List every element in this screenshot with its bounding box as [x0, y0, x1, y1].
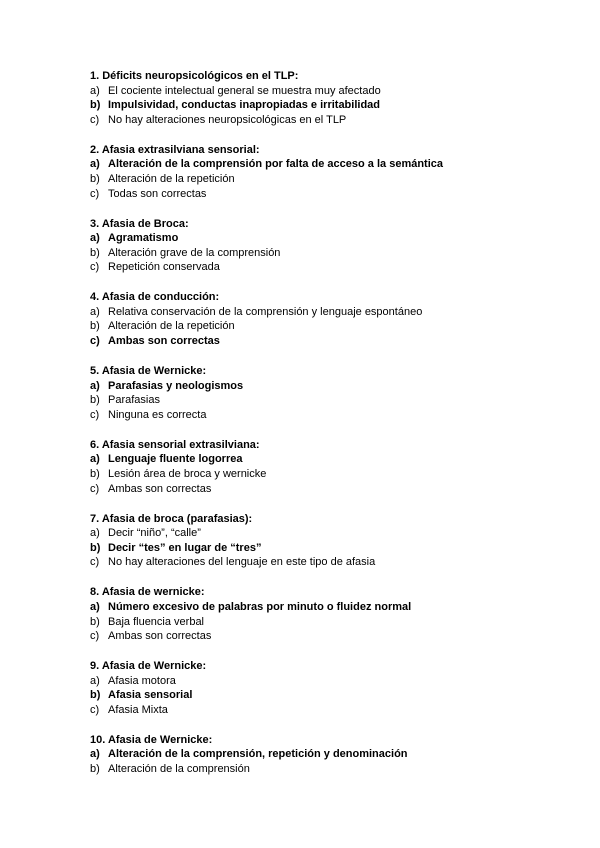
- question-title: 2. Afasia extrasilviana sensorial:: [90, 143, 260, 156]
- option-letter: a): [90, 453, 100, 466]
- option-text: Alteración de la comprensión, repetición y denominación: [108, 748, 408, 761]
- option-text: Alteración de la repetición: [108, 172, 235, 185]
- option-letter: b): [90, 246, 100, 259]
- answer-option: [90, 526, 570, 541]
- question-title: 9. Afasia de Wernicke:: [90, 660, 207, 673]
- option-text: Alteración grave de la comprensión: [108, 246, 281, 259]
- question-block: [90, 364, 570, 422]
- option-text: Ambas son correctas: [108, 335, 220, 348]
- option-text: Ninguna es correcta: [108, 408, 207, 421]
- question-title: 6. Afasia sensorial extrasilviana:: [90, 438, 260, 451]
- answer-option-correct: [90, 452, 570, 467]
- option-letter: c): [90, 187, 100, 200]
- option-letter: c): [90, 703, 100, 716]
- option-letter: c): [90, 630, 100, 643]
- option-letter: b): [90, 172, 100, 185]
- option-text: El cociente intelectual general se muestra muy afectado: [108, 84, 381, 97]
- question-block: [90, 585, 570, 643]
- question-block: [90, 217, 570, 275]
- answer-option-correct: [90, 231, 570, 246]
- question-title: 3. Afasia de Broca:: [90, 217, 189, 230]
- option-text: No hay alteraciones neuropsicológicas en el TLP: [108, 113, 347, 126]
- answer-option: [90, 629, 570, 644]
- question-title: 8. Afasia de wernicke:: [90, 586, 205, 599]
- question-list: [90, 69, 570, 777]
- answer-option-correct: [90, 379, 570, 394]
- answer-option: [90, 319, 570, 334]
- question-block: [90, 290, 570, 348]
- option-text: Afasia motora: [108, 674, 176, 687]
- question-title: 4. Afasia de conducción:: [90, 291, 220, 304]
- option-text: Impulsividad, conductas inapropiadas e irritabilidad: [108, 99, 381, 112]
- answer-option-correct: [90, 334, 570, 349]
- option-letter: c): [90, 556, 100, 569]
- answer-option: [90, 762, 570, 777]
- question-block: [90, 69, 570, 127]
- answer-option-correct: [90, 600, 570, 615]
- option-text: Parafasias y neologismos: [108, 379, 244, 392]
- option-letter: c): [90, 335, 100, 348]
- option-letter: a): [90, 305, 100, 318]
- option-text: Baja fluencia verbal: [108, 615, 205, 628]
- option-text: Decir “tes” en lugar de “tres”: [108, 541, 262, 554]
- answer-option: [90, 113, 570, 128]
- answer-option: [90, 615, 570, 630]
- option-letter: a): [90, 674, 100, 687]
- answer-option: [90, 674, 570, 689]
- question-block: [90, 512, 570, 570]
- question-title: 10. Afasia de Wernicke:: [90, 733, 213, 746]
- option-letter: a): [90, 600, 100, 613]
- answer-option: [90, 187, 570, 202]
- answer-option-correct: [90, 541, 570, 556]
- question-block: [90, 659, 570, 717]
- option-letter: b): [90, 763, 100, 776]
- option-letter: b): [90, 541, 101, 554]
- option-text: No hay alteraciones del lenguaje en este tipo de afasia: [108, 556, 376, 569]
- option-letter: a): [90, 527, 100, 540]
- option-text: Lenguaje fluente logorrea: [108, 453, 243, 466]
- answer-option: [90, 555, 570, 570]
- question-block: [90, 143, 570, 201]
- answer-option: [90, 703, 570, 718]
- option-text: Alteración de la repetición: [108, 320, 235, 333]
- answer-option-correct: [90, 98, 570, 113]
- question-title: 1. Déficits neuropsicológicos en el TLP:: [90, 70, 299, 82]
- option-letter: b): [90, 394, 100, 407]
- option-letter: c): [90, 408, 100, 421]
- option-letter: b): [90, 468, 100, 481]
- option-text: Número excesivo de palabras por minuto o fluidez normal: [108, 600, 412, 613]
- option-text: Agramatismo: [108, 232, 179, 245]
- option-letter: c): [90, 482, 100, 495]
- question-title: 5. Afasia de Wernicke:: [90, 365, 207, 378]
- option-letter: c): [90, 261, 100, 274]
- option-letter: b): [90, 320, 100, 333]
- option-text: Ambas son correctas: [108, 630, 212, 643]
- option-text: Afasia Mixta: [108, 703, 168, 716]
- option-text: Lesión área de broca y wernicke: [108, 468, 267, 481]
- option-text: Afasia sensorial: [108, 689, 193, 702]
- answer-option: [90, 246, 570, 261]
- option-letter: b): [90, 689, 101, 702]
- option-text: Alteración de la comprensión por falta de acceso a la semántica: [108, 158, 444, 171]
- question-block: [90, 438, 570, 496]
- answer-option-correct: [90, 157, 570, 172]
- answer-option: [90, 260, 570, 275]
- option-letter: b): [90, 99, 101, 112]
- option-letter: b): [90, 615, 100, 628]
- option-letter: a): [90, 748, 100, 761]
- option-text: Ambas son correctas: [108, 482, 212, 495]
- answer-option: [90, 305, 570, 320]
- answer-option: [90, 172, 570, 187]
- answer-option: [90, 393, 570, 408]
- answer-option: [90, 84, 570, 99]
- option-text: Todas son correctas: [108, 187, 207, 200]
- answer-option-correct: [90, 747, 570, 762]
- question-title: 7. Afasia de broca (parafasias):: [90, 512, 253, 525]
- option-letter: a): [90, 379, 100, 392]
- option-letter: c): [90, 113, 100, 126]
- answer-option-correct: [90, 688, 570, 703]
- option-text: Decir “niño”, “calle”: [108, 527, 201, 540]
- answer-option: [90, 408, 570, 423]
- option-text: Relativa conservación de la comprensión y lenguaje espontáneo: [108, 305, 423, 318]
- option-letter: a): [90, 158, 100, 171]
- option-text: Alteración de la comprensión: [108, 763, 250, 776]
- answer-option: [90, 467, 570, 482]
- option-text: Repetición conservada: [108, 261, 220, 274]
- option-letter: a): [90, 232, 100, 245]
- question-block: [90, 733, 570, 777]
- answer-option: [90, 482, 570, 497]
- option-text: Parafasias: [108, 394, 160, 407]
- option-letter: a): [90, 84, 100, 97]
